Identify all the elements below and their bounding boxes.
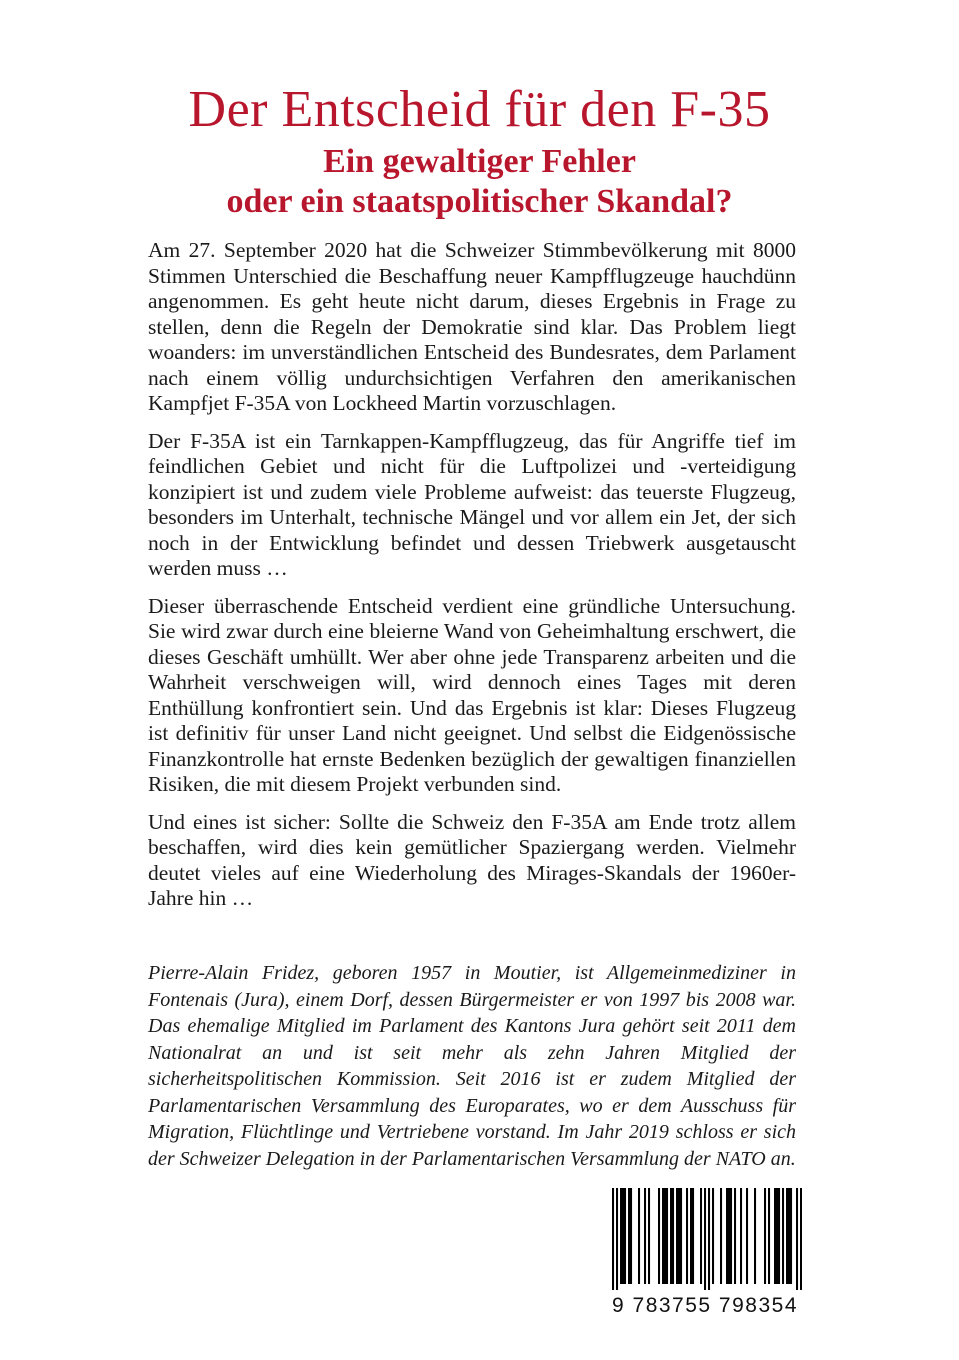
blurb-paragraph-1: Am 27. September 2020 hat die Schweizer Stimmbevölkerung mit 8000 Stimmen Unterschied die Beschaffung neuer Kampfflugzeuge hauchdünn angenommen. Es geht heute nicht darum, dieses Ergebnis in Frage zu stellen, denn die Regeln der Demokratie sind klar. Das Problem liegt woanders: im unverständlichen Entscheid des Bundesrates, dem Parlament nach einem völlig undurchsichtigen Verfahren den amerikanischen Kampfjet F-35A von Lockheed Martin vorzuschlagen. xyxy=(148,238,796,415)
barcode-bar xyxy=(734,1188,736,1284)
barcode-bar xyxy=(658,1188,660,1284)
barcode-bar xyxy=(630,1188,632,1284)
barcode-bar xyxy=(690,1188,692,1284)
barcode-bar xyxy=(670,1188,672,1284)
barcode-bar xyxy=(616,1188,618,1290)
barcode-bar xyxy=(778,1188,780,1284)
barcode-bar xyxy=(782,1188,784,1284)
barcode-bar xyxy=(708,1188,710,1290)
barcode-bar xyxy=(740,1188,742,1284)
barcode-bar xyxy=(620,1188,622,1284)
blurb-paragraph-4: Und eines ist sicher: Sollte die Schweiz den F-35A am Ende trotz allem beschaffen, wird dies kein gemütlicher Spaziergang werden. Vielmehr deutet vieles auf eine Wiederholung des Mirages-Skandals der 1960er-Jahre hin … xyxy=(148,809,796,910)
isbn-barcode xyxy=(612,1188,802,1290)
barcode-bar xyxy=(786,1188,788,1284)
blurb-text xyxy=(148,238,796,924)
barcode-bar xyxy=(764,1188,766,1284)
barcode-bar xyxy=(754,1188,756,1284)
barcode-bar xyxy=(612,1188,614,1290)
barcode-bar xyxy=(624,1188,626,1284)
barcode-bar xyxy=(662,1188,664,1284)
barcode-bar xyxy=(800,1188,802,1290)
barcode-bar xyxy=(730,1188,732,1284)
isbn-number: 9 783755 798354 xyxy=(612,1294,798,1317)
barcode-bar xyxy=(664,1188,666,1284)
barcode-bar xyxy=(638,1188,640,1284)
blurb-paragraph-3: Dieser überraschende Entscheid verdient eine gründliche Untersuchung. Sie wird zwar durch eine bleierne Wand von Geheimhaltung erschwert, die dieses Geschäft umhüllt. Wer aber ohne jede Transparenz arbeiten und die Wahrheit verschweigen will, wird dennoch eines Tages mit deren Enthüllung konfrontiert sein. Und das Ergebnis ist klar: Dieses Flugzeug ist definitiv für unser Land nicht geeignet. Und selbst die Eidgenössische Finanzkontrolle hat ernste Bedenken bezüglich der gewaltigen finanziellen Risiken, die mit diesem Projekt verbunden sind. xyxy=(148,593,796,796)
barcode-bar xyxy=(666,1188,668,1284)
barcode-bar xyxy=(680,1188,682,1284)
barcode-bar xyxy=(676,1188,678,1284)
barcode-bar xyxy=(712,1188,714,1284)
barcode-bar xyxy=(728,1188,730,1284)
barcode-bar xyxy=(768,1188,770,1284)
barcode-bar xyxy=(628,1188,630,1284)
barcode-bar xyxy=(788,1188,790,1284)
barcode-bar xyxy=(720,1188,722,1284)
blurb-paragraph-2: Der F-35A ist ein Tarnkappen-Kampfflugzeug, das für Angriffe tief im feindlichen Gebiet und nicht für die Luftpolizei und -verteidigung konzipiert ist und zudem viele Probleme aufweist: das teuerste Flugzeug, besonders im Unterhalt, technische Mängel und vor allem ein Jet, der sich noch in der Entwicklung befindet und dessen Triebwerk ausgetauscht werden muss … xyxy=(148,428,796,580)
barcode-bar xyxy=(774,1188,776,1284)
subtitle-line-2: oder ein staatspolitischer Skandal? xyxy=(226,183,733,220)
barcode-bar xyxy=(672,1188,674,1284)
barcode-bar xyxy=(796,1188,798,1290)
barcode-bar xyxy=(746,1188,748,1284)
barcode-bar xyxy=(704,1188,706,1290)
barcode-bar xyxy=(790,1188,792,1284)
barcode-bar xyxy=(678,1188,680,1284)
book-subtitle xyxy=(120,142,839,222)
barcode-bar xyxy=(776,1188,778,1284)
barcode-bar xyxy=(648,1188,650,1284)
barcode-bar xyxy=(644,1188,646,1284)
author-biography: Pierre-Alain Fridez, geboren 1957 in Moutier, ist Allgemeinmediziner in Fontenais (Jura), einem Dorf, dessen Bürgermeister er von 1997 bis 2008 war. Das ehemalige Mitglied im Parlament des Kantons Jura gehört seit 2011 dem Nationalrat an und ist seit mehr als zehn Jahren Mitglied der sicherheitspolitischen Kommission. Seit 2016 ist er zudem Mitglied der Parlamentarischen Versammlung des Europarates, wo er dem Ausschuss für Migration, Flüchtlinge und Vertriebene vorstand. Im Jahr 2019 schloss er sich der Schweizer Delegation in der Parlamentarischen Versammlung der NATO an. xyxy=(148,962,796,1170)
barcode-bar xyxy=(692,1188,694,1284)
barcode-bar xyxy=(726,1188,728,1284)
subtitle-line-1: Ein gewaltiger Fehler xyxy=(323,143,636,180)
barcode-bar xyxy=(622,1188,624,1284)
book-title: Der Entscheid für den F-35 xyxy=(188,81,771,138)
barcode-bar xyxy=(700,1188,702,1284)
barcode-bar xyxy=(686,1188,688,1284)
